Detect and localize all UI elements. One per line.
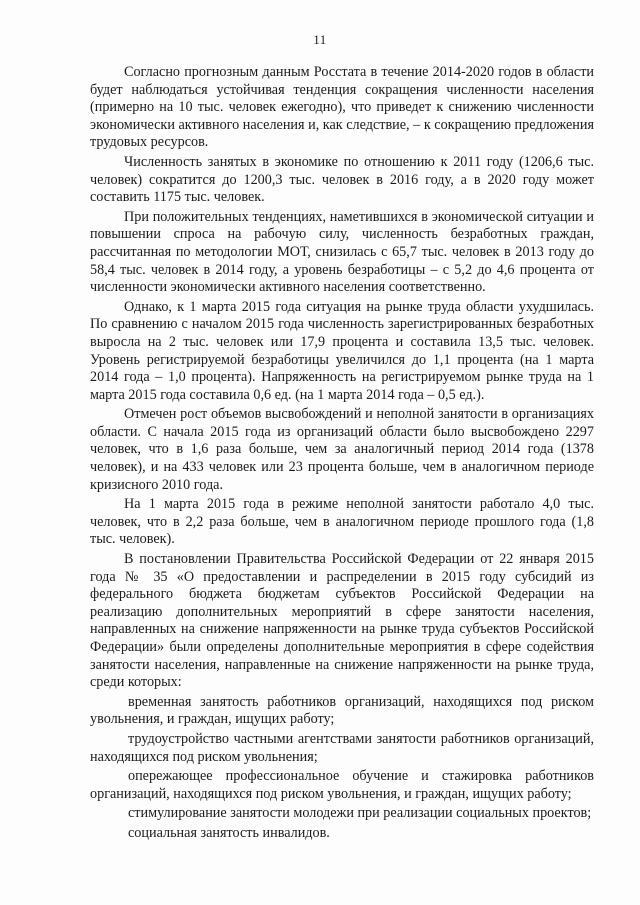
paragraph-government-decree: В постановлении Правительства Российской Федерации от 22 января 2015 года № 35 «О предоставлении и распределении в 2015 году субсидий из федерального бюджета бюджетам субъектов Российской Федерации на реализацию дополнительных мероприятий в сфере занятости населения, направленных на снижение напряженности на рынке труда субъектов Российской Федерации» были определены дополнительные мероприятия в сфере содействия занятости населения, направленные на снижение напряженности на рынке труда, среди которых: xyxy=(90,551,594,691)
paragraph-labor-market-march: Однако, к 1 марта 2015 года ситуация на рынке труда области ухудшилась. По сравнению с началом 2015 года численность зарегистрированных безработных выросла на 2 тыс. человек или 17,9 процента и составила 13,5 тыс. человек. Уровень регистрируемой безработицы увеличился до 1,1 процента (на 1 марта 2014 года – 1,0 процента). Напряженность на регистрируемом рынке труда на 1 марта 2015 года составила 0,6 ед. (на 1 марта 2014 года – 0,5 ед.). xyxy=(90,298,594,403)
paragraph-layoffs: Отмечен рост объемов высвобождений и неполной занятости в организациях области. С начала 2015 года из организаций области было высвобождено 2297 человек, что в 1,6 раза больше, чем за аналогичный период 2014 года (1378 человек), и на 433 человек или 23 процента больше, чем в аналогичном периоде кризисного 2010 года. xyxy=(90,406,594,493)
paragraph-forecast: Согласно прогнозным данным Росстата в течение 2014-2020 годов в области будет наблюдаться устойчивая тенденция сокращения численности населения (примерно на 10 тыс. человек ежегодно), что приведет к снижению численности экономически активного населения и, как следствие, – к сокращению предложения трудовых ресурсов. xyxy=(90,64,594,151)
paragraph-part-time: На 1 марта 2015 года в режиме неполной занятости работало 4,0 тыс. человек, что в 2,2 раза больше, чем в аналогичном периоде прошлого года (1,8 тыс. человек). xyxy=(90,496,594,548)
list-item: стимулирование занятости молодежи при реализации социальных проектов; xyxy=(128,805,592,822)
document-body xyxy=(90,64,594,843)
list-item: опережающее профессиональное обучение и стажировка работников организаций, находящихся под риском увольнения, и граждан, ищущих работу; xyxy=(90,768,594,802)
paragraph-unemployment-ilo: При положительных тенденциях, наметившихся в экономической ситуации и повышении спроса на рабочую силу, численность безработных граждан, рассчитанная по методологии МОТ, снизилась с 65,7 тыс. человек в 2013 году до 58,4 тыс. человек в 2014 году, а уровень безработицы – с 5,2 до 4,6 процента от численности экономически активного населения соответственно. xyxy=(90,208,594,296)
list-item: трудоустройство частными агентствами занятости работников организаций, находящихся под риском увольнения; xyxy=(90,730,594,765)
list-item: социальная занятость инвалидов. xyxy=(128,824,330,841)
paragraph-employment: Численность занятых в экономике по отношению к 2011 году (1206,6 тыс. человек) сократится до 1200,3 тыс. человек в 2016 году, а в 2020 году может составить 1175 тыс. человек. xyxy=(90,153,594,206)
page-number: 11 xyxy=(313,32,327,47)
list-item: временная занятость работников организаций, находящихся под риском увольнения, и граждан, ищущих работу; xyxy=(90,693,594,728)
